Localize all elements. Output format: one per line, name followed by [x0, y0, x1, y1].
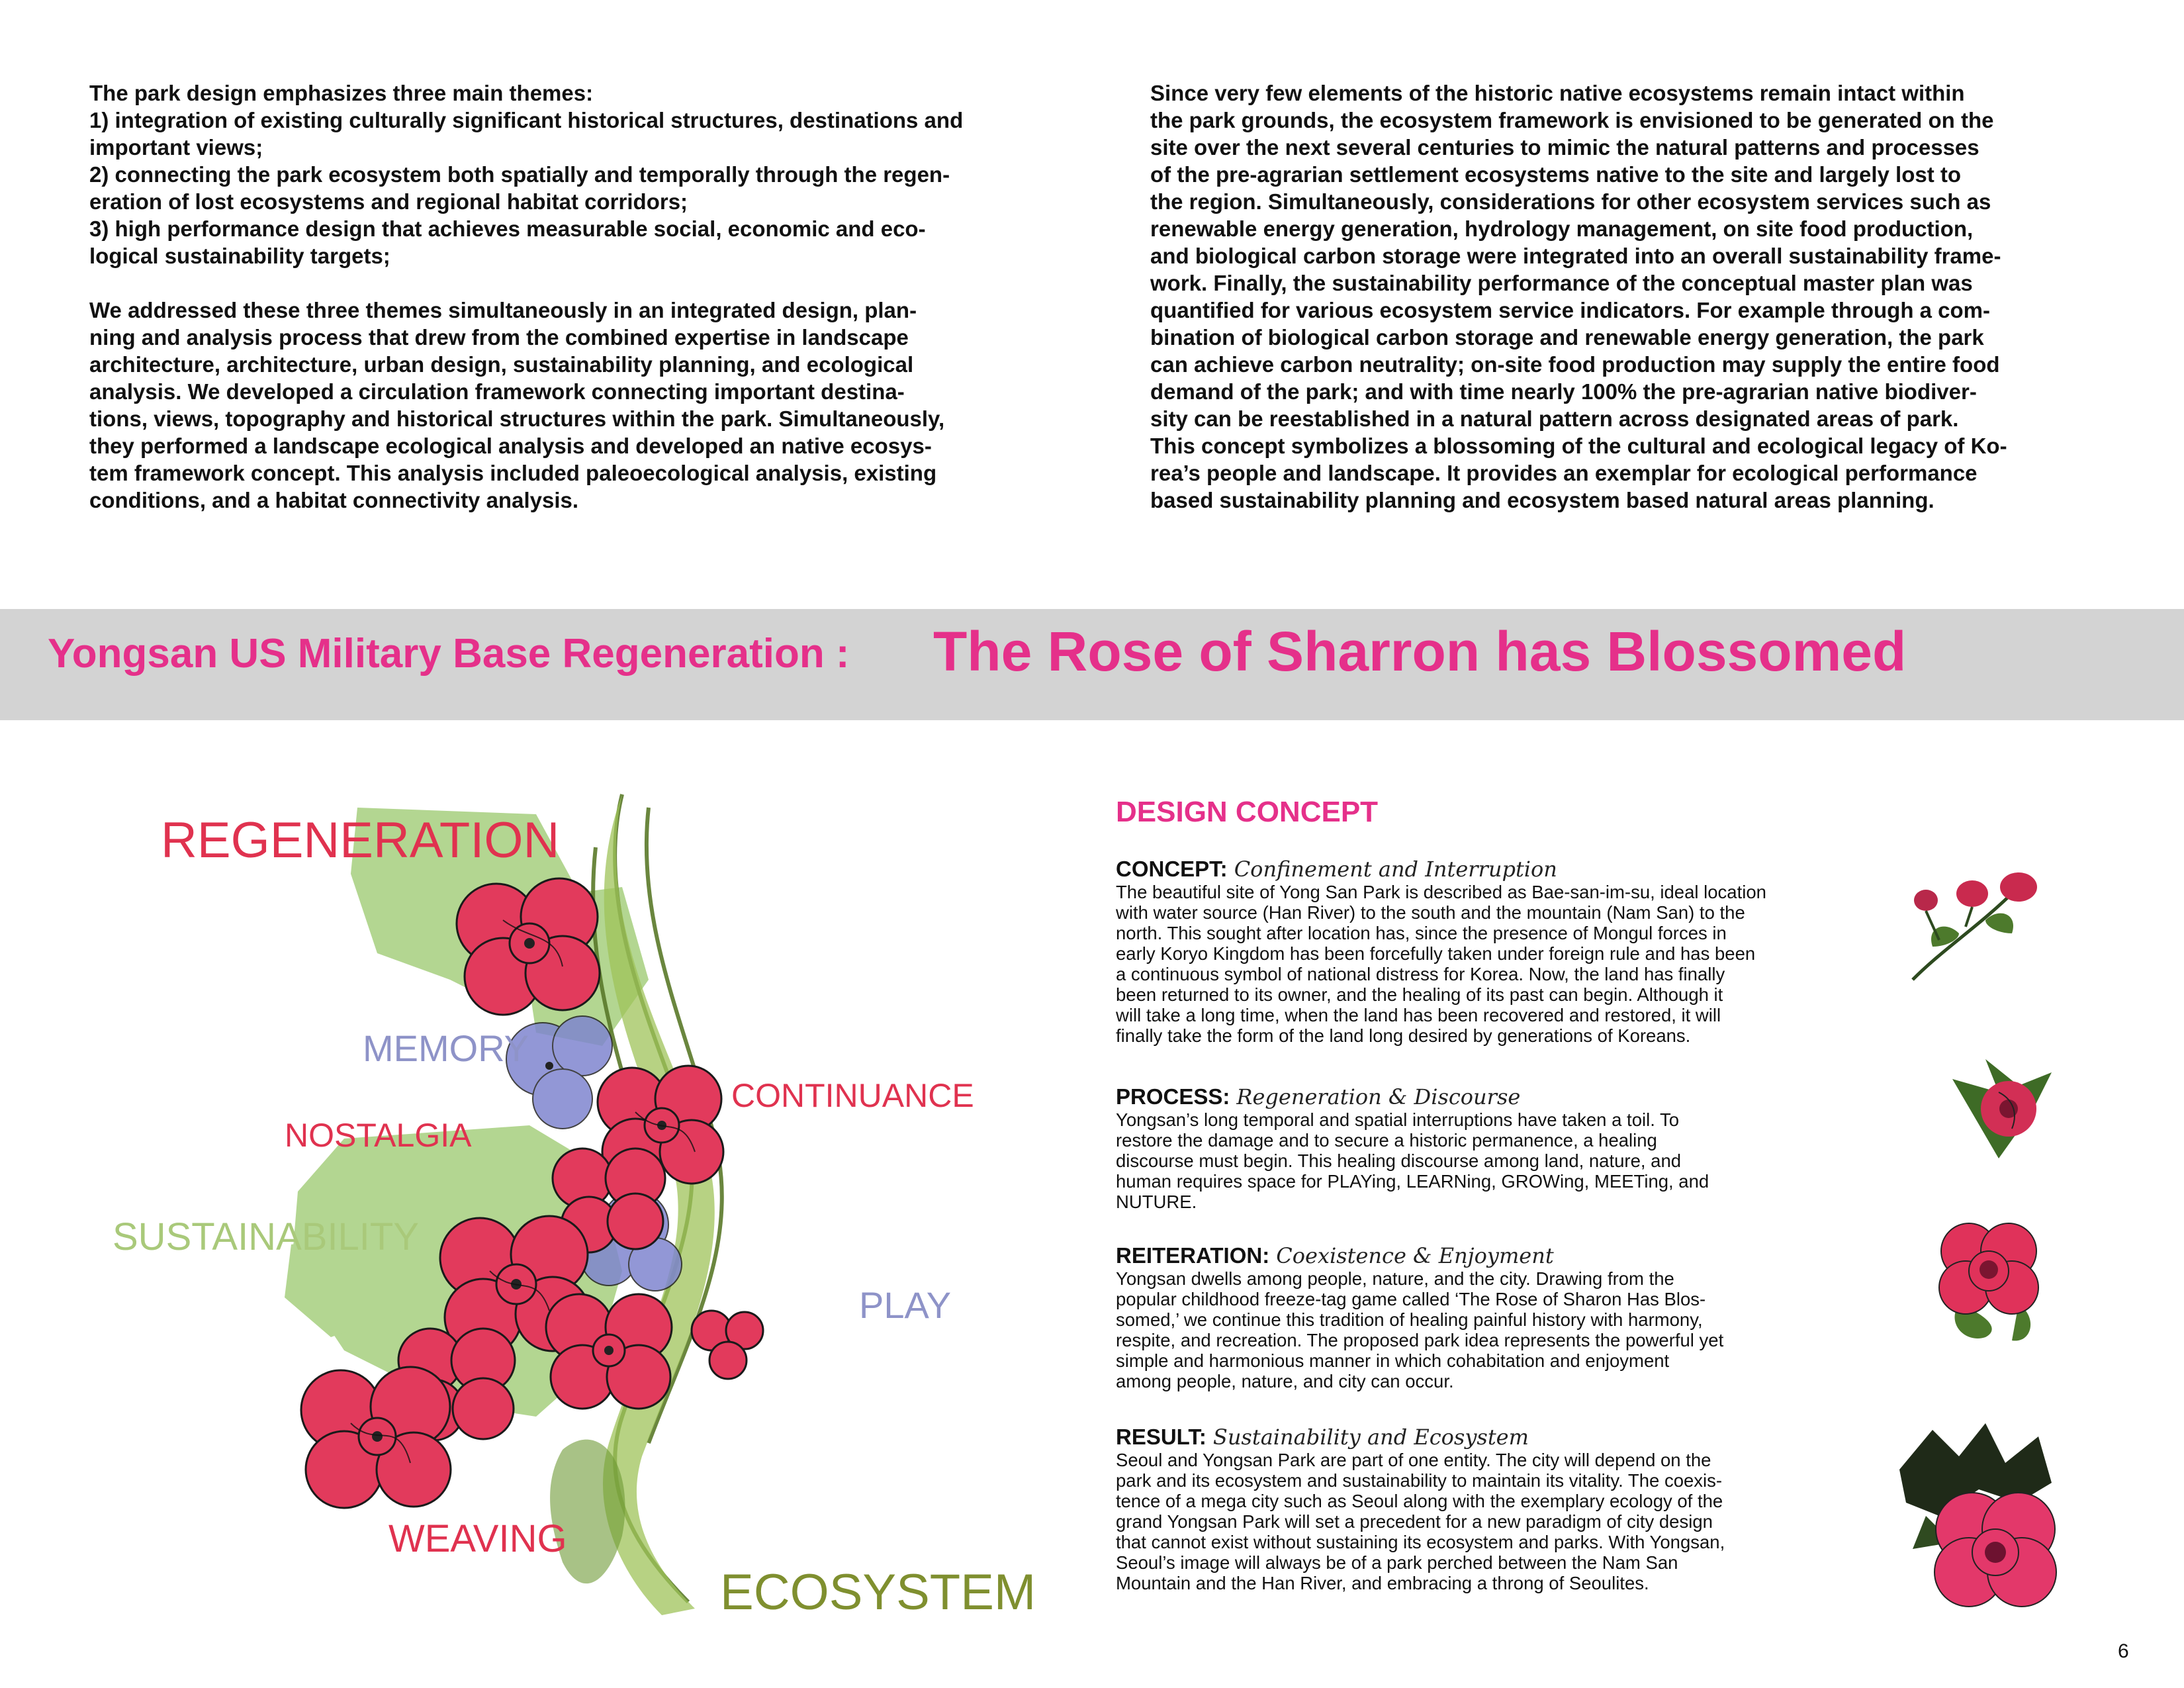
intro-left-paragraph	[89, 79, 1059, 269]
section-body	[1116, 1450, 1824, 1593]
text-line: popular childhood freeze-tag game called ‘The Rose of Sharon Has Blos-	[1116, 1289, 1706, 1309]
text-line: sity can be reestablished in a natural pattern across designated areas of park.	[1150, 406, 1959, 431]
section-heading	[1116, 1425, 1824, 1450]
banner-title: The Rose of Sharron has Blossomed	[933, 620, 1907, 682]
section-title: Coexistence & Enjoyment	[1276, 1243, 1554, 1268]
word-continuance: CONTINUANCE	[731, 1077, 974, 1114]
text-line: north. This sought after location has, since the presence of Mongul forces in	[1116, 923, 1727, 943]
word-weaving: WEAVING	[388, 1517, 567, 1560]
text-line: that cannot exist without sustaining its ecosystem and parks. With Yongsan,	[1116, 1532, 1725, 1552]
text-line: important views;	[89, 135, 263, 160]
text-line: NUTURE.	[1116, 1192, 1197, 1212]
reiteration-section	[1116, 1243, 1824, 1391]
text-line: grand Yongsan Park will set a precedent for a new paradigm of city design	[1116, 1511, 1713, 1532]
word-memory: MEMORY	[363, 1027, 529, 1069]
rose-open-sketch	[1919, 1205, 2058, 1350]
text-line: been returned to its owner, and the healing of its past can begin. Although it	[1116, 984, 1723, 1005]
text-line: based sustainability planning and ecosystem based natural areas planning.	[1150, 488, 1934, 512]
text-line: discourse must begin. This healing discourse among land, nature, and	[1116, 1150, 1682, 1171]
section-title: Confinement and Interruption	[1234, 857, 1557, 882]
text-line: work. Finally, the sustainability performance of the conceptual master plan was	[1150, 271, 1973, 295]
section-heading	[1116, 1084, 1824, 1109]
page-number: 6	[2118, 1640, 2129, 1662]
text-line: and biological carbon storage were integrated into an overall sustainability frame-	[1150, 244, 2001, 268]
text-line: Yongsan dwells among people, nature, and the city. Drawing from the	[1116, 1268, 1674, 1289]
text-line: finally take the form of the land long desired by generations of Koreans.	[1116, 1025, 1691, 1046]
section-label: RESULT:	[1116, 1425, 1206, 1449]
text-line: architecture, architecture, urban design, sustainability planning, and ecological	[89, 352, 914, 377]
text-line: conditions, and a habitat connectivity analysis.	[89, 488, 579, 512]
section-heading	[1116, 857, 1824, 882]
text-line: the region. Simultaneously, considerations for other ecosystem services such as	[1150, 189, 1991, 214]
text-line: We addressed these three themes simultaneously in an integrated design, plan-	[89, 298, 917, 322]
rose-with-leaves-sketch	[1886, 1417, 2071, 1615]
text-line: site over the next several centuries to mimic the natural patterns and processes	[1150, 135, 1979, 160]
section-body	[1116, 882, 1824, 1046]
text-line: 2) connecting the park ecosystem both spatially and temporally through the regen-	[89, 162, 950, 187]
section-label: REITERATION:	[1116, 1243, 1270, 1268]
text-line: the park grounds, the ecosystem framework is envisioned to be generated on the	[1150, 108, 1994, 132]
text-line: demand of the park; and with time nearly 100% the pre-agrarian native biodiver-	[1150, 379, 1977, 404]
text-line: tem framework concept. This analysis included paleoecological analysis, existing	[89, 461, 937, 485]
section-label: PROCESS:	[1116, 1084, 1230, 1109]
text-line: renewable energy generation, hydrology management, on site food production,	[1150, 216, 1974, 241]
text-line: tence of a mega city such as Seoul along with the exemplary ecology of the	[1116, 1491, 1723, 1511]
text-line: Yongsan’s long temporal and spatial interruptions have taken a toil. To	[1116, 1109, 1680, 1130]
text-line: analysis. We developed a circulation framework connecting important destina-	[89, 379, 905, 404]
text-line: eration of lost ecosystems and regional habitat corridors;	[89, 189, 688, 214]
intro-right-column	[1150, 79, 2097, 541]
intro-right-paragraph	[1150, 79, 2097, 514]
text-line: tions, views, topography and historical structures within the park. Simultaneously,	[89, 406, 945, 431]
rose-of-sharon-illustration	[251, 768, 966, 1642]
process-section	[1116, 1084, 1824, 1212]
word-regeneration: REGENERATION	[161, 812, 560, 868]
text-line: restore the damage and to secure a historic permanence, a healing	[1116, 1130, 1657, 1150]
text-line: respite, and recreation. The proposed park idea represents the powerful yet	[1116, 1330, 1724, 1350]
text-line: rea’s people and landscape. It provides an exemplar for ecological performance	[1150, 461, 1978, 485]
section-heading	[1116, 1243, 1824, 1268]
text-line: This concept symbolizes a blossoming of the cultural and ecological legacy of Ko-	[1150, 434, 2007, 458]
section-body	[1116, 1268, 1824, 1391]
section-title: Sustainability and Ecosystem	[1212, 1425, 1529, 1450]
result-section	[1116, 1425, 1824, 1593]
concept-section	[1116, 857, 1824, 1046]
text-line: Mountain and the Han River, and embracing a throng of Seoulites.	[1116, 1573, 1649, 1593]
text-line: human requires space for PLAYing, LEARNing, GROWing, MEETing, and	[1116, 1171, 1709, 1192]
word-play: PLAY	[859, 1284, 952, 1326]
intro-left-column	[89, 79, 1059, 541]
text-line: Seoul and Yongsan Park are part of one entity. The city will depend on the	[1116, 1450, 1711, 1470]
text-line: logical sustainability targets;	[89, 244, 390, 268]
section-label: CONCEPT:	[1116, 857, 1228, 881]
text-line: among people, nature, and city can occur.	[1116, 1371, 1454, 1391]
section-title: Regeneration & Discourse	[1236, 1084, 1521, 1109]
rose-bud-sketch	[1886, 861, 2045, 993]
text-line: a continuous symbol of national distress for Korea. Now, the land has finally	[1116, 964, 1725, 984]
text-line: The beautiful site of Yong San Park is described as Bae-san-im-su, ideal location	[1116, 882, 1766, 902]
text-line: simple and harmonious manner in which cohabitation and enjoyment	[1116, 1350, 1670, 1371]
text-line: The park design emphasizes three main themes:	[89, 81, 594, 105]
text-line: of the pre-agrarian settlement ecosystems native to the site and largely lost to	[1150, 162, 1962, 187]
text-line: 1) integration of existing culturally significant historical structures, destinations and	[89, 108, 964, 132]
text-line: Seoul’s image will always be of a park perched between the Nam San	[1116, 1552, 1678, 1573]
text-line: 3) high performance design that achieves measurable social, economic and eco-	[89, 216, 926, 241]
text-line: can achieve carbon neutrality; on-site food production may supply the entire food	[1150, 352, 2000, 377]
text-line: ning and analysis process that drew from the combined expertise in landscape	[89, 325, 909, 350]
word-ecosystem: ECOSYSTEM	[720, 1564, 1036, 1620]
text-line: bination of biological carbon storage and renewable energy generation, the park	[1150, 325, 1984, 350]
banner-subtitle: Yongsan US Military Base Regeneration :	[48, 631, 850, 677]
word-sustainability: SUSTAINABILITY	[113, 1215, 420, 1258]
text-line: with water source (Han River) to the south and the mountain (Nam San) to the	[1116, 902, 1745, 923]
text-line: somed,’ we continue this tradition of healing painful history with harmony,	[1116, 1309, 1703, 1330]
design-concept-heading: DESIGN CONCEPT	[1116, 796, 1379, 828]
intro-left-paragraph	[89, 297, 1059, 514]
text-line: park and its ecosystem and sustainability to maintain its vitality. The coexis-	[1116, 1470, 1723, 1491]
rose-half-open-sketch	[1946, 1053, 2058, 1165]
section-body	[1116, 1109, 1824, 1212]
text-line: will take a long time, when the land has been recovered and restored, it will	[1116, 1005, 1721, 1025]
text-line: they performed a landscape ecological analysis and developed an native ecosys-	[89, 434, 932, 458]
text-line: quantified for various ecosystem service indicators. For example through a com-	[1150, 298, 1991, 322]
text-line: Since very few elements of the historic native ecosystems remain intact within	[1150, 81, 1965, 105]
word-nostalgia: NOSTALGIA	[285, 1117, 472, 1154]
text-line: early Koryo Kingdom has been forcefully taken under foreign rule and has been	[1116, 943, 1756, 964]
